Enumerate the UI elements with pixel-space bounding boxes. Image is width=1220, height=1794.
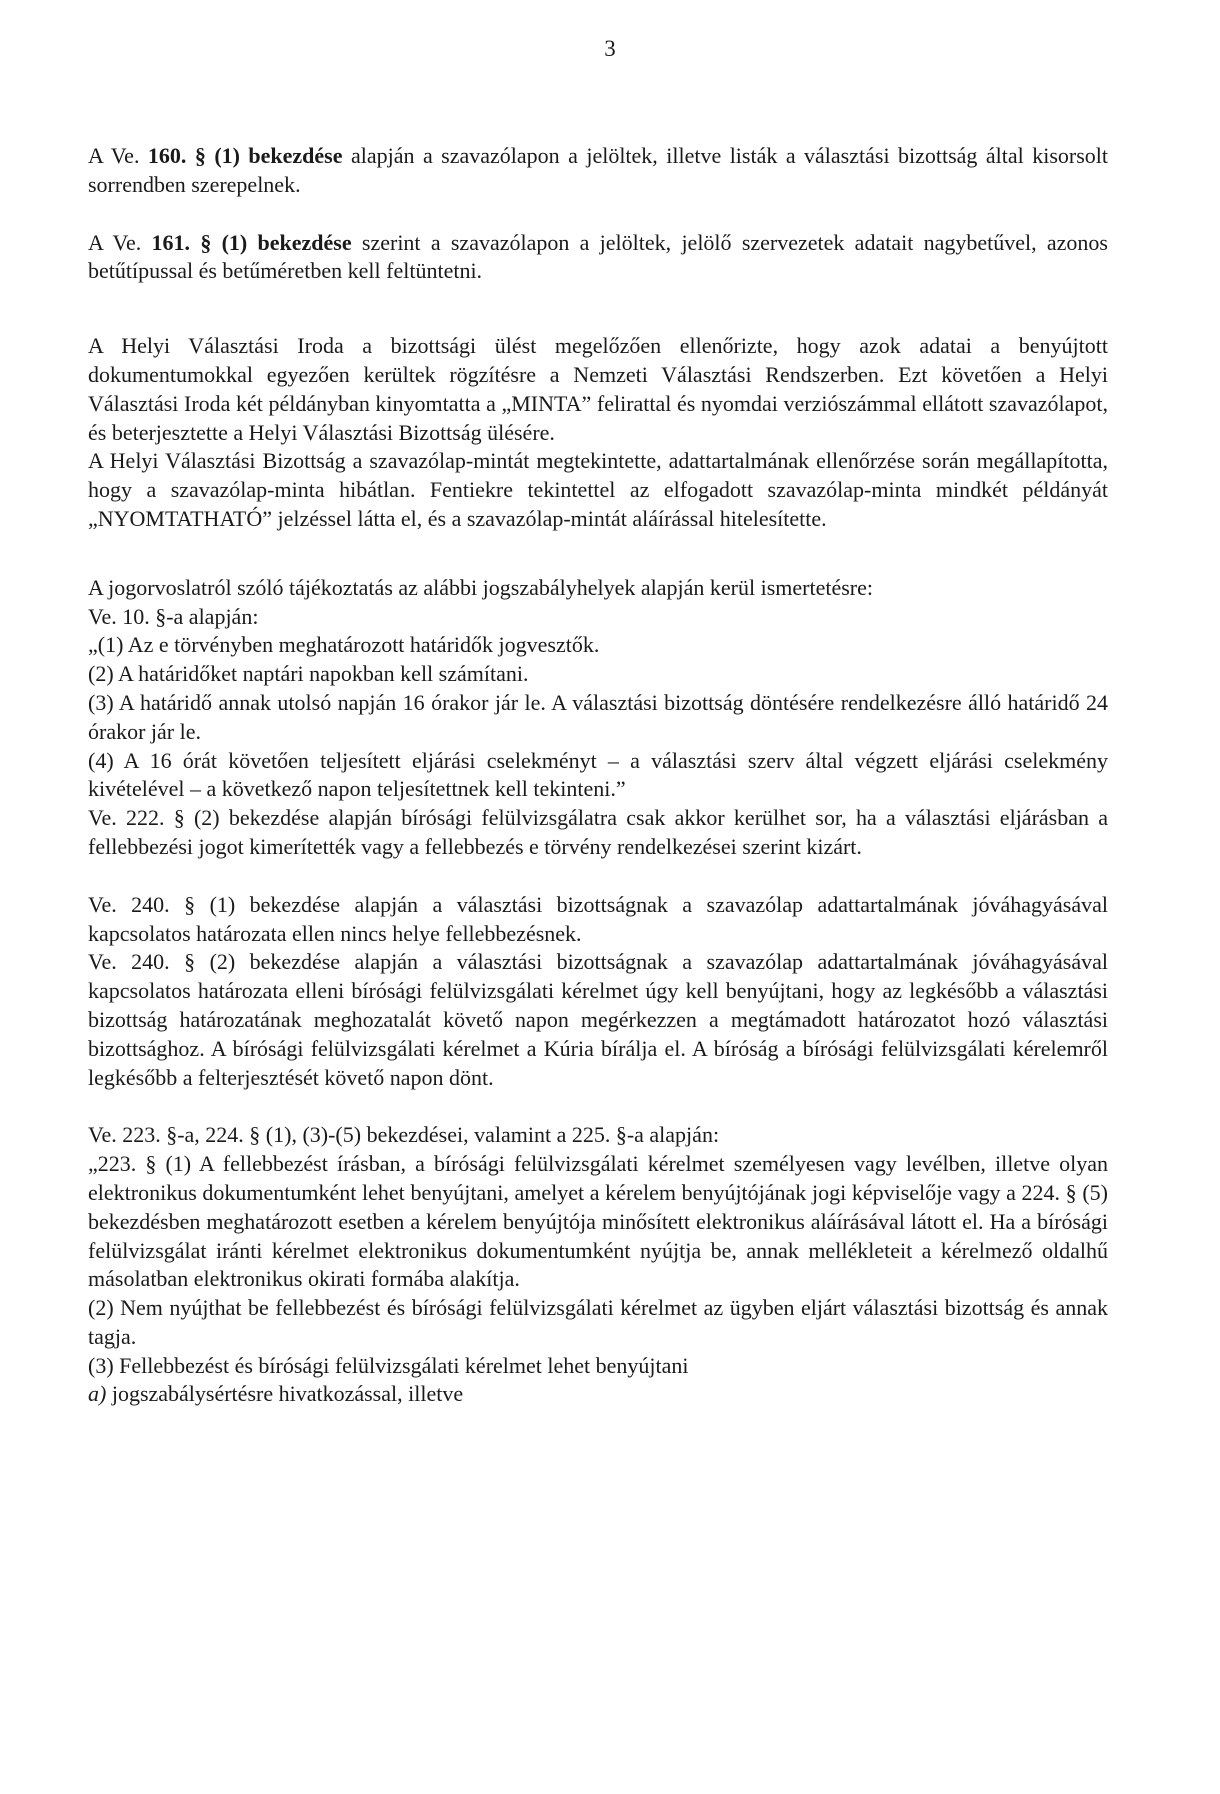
paragraph-ve-223-1: „223. § (1) A fellebbezést írásban, a bírósági felülvizsgálati kérelmet személyesen vagy levélben, illetve olyan elektronikus dokumentumként lehet benyújtani, amelyet a kérelem benyújtójának jogi képviselője vagy a 224. § (5) bekezdésben meghatározott esetben a kérelem benyújtója minősített elektronikus aláírásával látott el. Ha a bírósági felülvizsgálat iránti kérelmet elektronikus dokumentumként nyújtja be, annak mellékleteit a kérelmező oldalhű másolatban elektronikus okirati formába alakítja. <box>88 1151 1108 1292</box>
paragraph-ve-10: Ve. 10. §-a alapján: <box>88 603 259 629</box>
paragraph-ve-160: A Ve. 160. § (1) bekezdése alapján a szavazólapon a jelöltek, illetve listák a választási bizottság által kisorsolt sorrendben szerepelnek. <box>88 143 1108 197</box>
paragraph-remedy-intro: A jogorvoslatról szóló tájékoztatás az alábbi jogszabályhelyek alapján kerül ismertetésre: <box>88 574 873 600</box>
bold-reference: 161. § (1) bekezdése <box>151 229 352 255</box>
paragraph-ve-223-3: (3) Fellebbezést és bírósági felülvizsgálati kérelmet lehet benyújtani <box>88 1352 689 1378</box>
paragraph-ve-222: Ve. 222. § (2) bekezdése alapján bírósági felülvizsgálatra csak akkor kerülhet sor, ha a választási eljárásban a fellebbezési jogot kimerítették vagy a fellebbezés e törvény rendelkezései szerint kizárt. <box>88 805 1108 859</box>
paragraph-deadline-2: (2) A határidőket naptári napokban kell számítani. <box>88 661 529 687</box>
paragraph-office-check: A Helyi Választási Iroda a bizottsági ülést megelőzően ellenőrizte, hogy azok adatai a benyújtott dokumentumokkal egyezően kerültek rögzítésre a Nemzeti Választási Rendszerben. Ezt követően a Helyi Választási Iroda két példányban kinyomtatta a „MINTA” felirattal és nyomdai verziószámmal ellátott szavazólapot, és beterjesztette a Helyi Választási Bizottság ülésére. <box>88 333 1108 445</box>
bold-reference: 160. § (1) bekezdése <box>147 143 343 168</box>
paragraph-ve-240-2: Ve. 240. § (2) bekezdése alapján a választási bizottságnak a szavazólap adattartalmának jóváhagyásával kapcsolatos határozata elleni bírósági felülvizsgálati kérelmet úgy kell benyújtani, hogy az legkésőbb a választási bizottság határozatának meghozatalát követő napon megérkezzen a megtámadott határozatot hozó választási bizottsághoz. A bírósági felülvizsgálati kérelmet a Kúria bírálja el. A bíróság a bírósági felülvizsgálati kérelemről legkésőbb a felterjesztését követő napon dönt. <box>88 949 1108 1090</box>
list-marker: a) <box>88 1381 107 1407</box>
paragraph-deadline-3: (3) A határidő annak utolsó napján 16 órakor jár le. A választási bizottság döntésére rendelkezésre álló határidő 24 órakor jár le. <box>88 689 1108 744</box>
paragraph-deadline-1: „(1) Az e törvényben meghatározott határidők jogvesztők. <box>88 632 600 658</box>
paragraph-deadline-4: (4) A 16 órát követően teljesített eljárási cselekményt – a választási szerv által végzett eljárási cselekmény kivételével – a következő napon teljesítettnek kell tekinteni.” <box>88 747 1108 802</box>
paragraph-ve-223-3-a: a) jogszabálysértésre hivatkozással, illetve <box>88 1381 464 1407</box>
paragraph-ve-240-1: Ve. 240. § (1) bekezdése alapján a választási bizottságnak a szavazólap adattartalmának jóváhagyásával kapcsolatos határozata ellen nincs helye fellebbezésnek. <box>88 891 1108 946</box>
document-body <box>88 142 1108 1409</box>
page-number: 3 <box>604 36 616 61</box>
paragraph-ve-161: A Ve. 161. § (1) bekezdése szerint a szavazólapon a jelöltek, jelölő szervezetek adatait nagybetűvel, azonos betűtípussal és betűméretben kell feltüntetni. <box>88 229 1108 284</box>
paragraph-ve-223-2: (2) Nem nyújthat be fellebbezést és bírósági felülvizsgálati kérelmet az ügyben eljárt választási bizottság és annak tagja. <box>88 1295 1108 1349</box>
paragraph-committee-approval: A Helyi Választási Bizottság a szavazólap-mintát megtekintette, adattartalmának ellenőrzése során megállapította, hogy a szavazólap-minta hibátlan. Fentiekre tekintettel az elfogadott szavazólap-minta mindkét példányát „NYOMTATHATÓ” jelzéssel látta el, és a szavazólap-mintát aláírással hitelesítette. <box>88 448 1108 531</box>
paragraph-ve-223-intro: Ve. 223. §-a, 224. § (1), (3)-(5) bekezdései, valamint a 225. §-a alapján: <box>88 1122 720 1148</box>
